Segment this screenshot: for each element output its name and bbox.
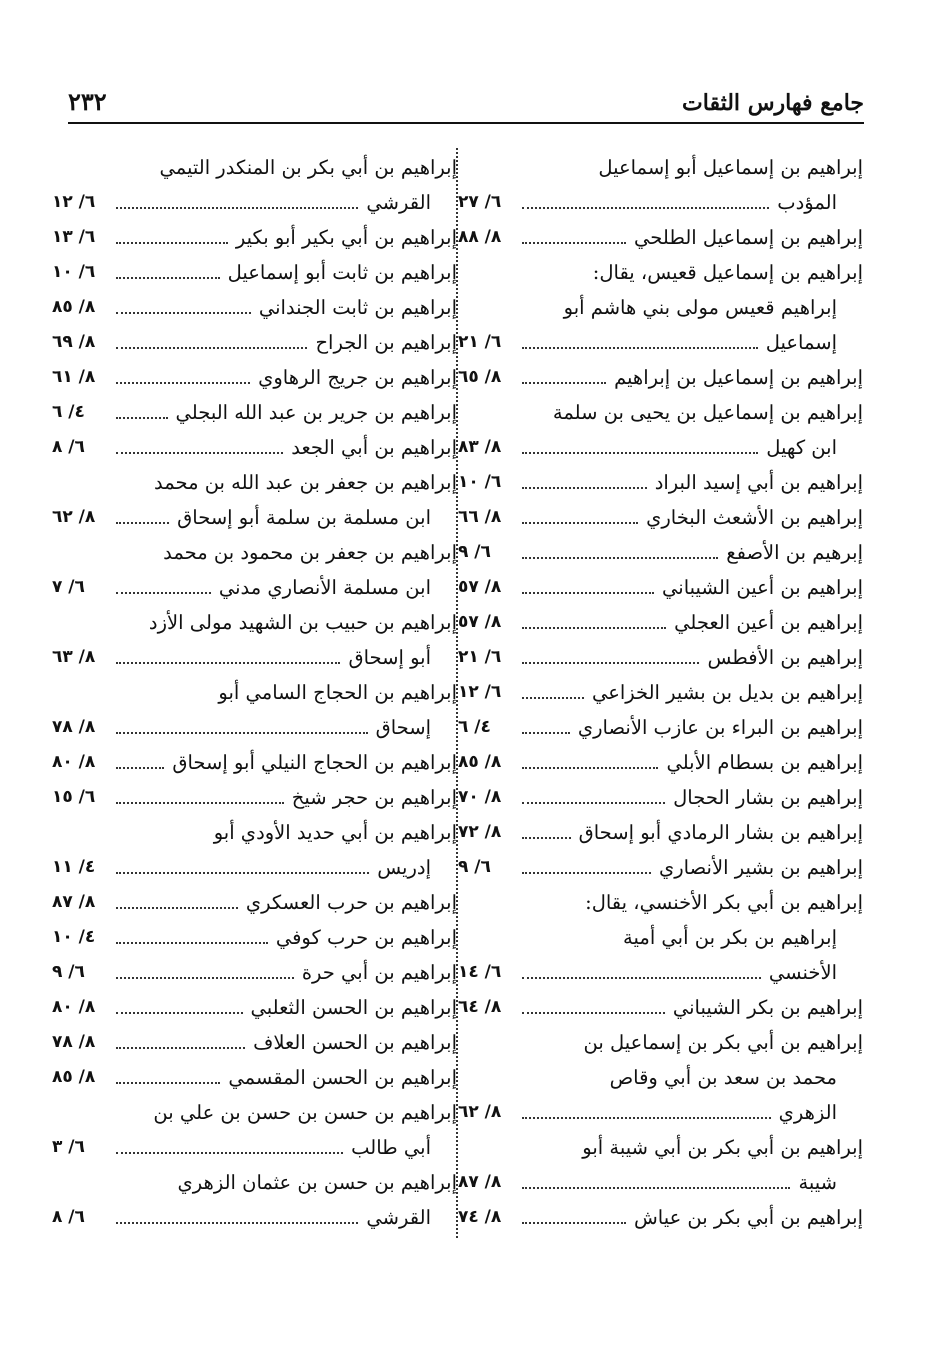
entry-name: إبراهيم بن أبي الجعد [291, 436, 457, 459]
volume-page-ref: ٦/ ١٢ [52, 192, 96, 212]
leader-dots [522, 732, 570, 734]
entry-name: إبراهيم بن بشار الرمادي أبو إسحاق [578, 821, 863, 844]
entry-name: إبراهيم بن الأفطس [707, 646, 863, 669]
volume-page-ref: ٨/ ٨٧ [458, 1172, 502, 1192]
entry-line [52, 605, 457, 640]
index-entry [52, 955, 457, 990]
entry-line [52, 990, 457, 1025]
entry-line [458, 815, 863, 850]
entry-name: إبراهيم بن جرير بن عبد الله البجلي [175, 401, 457, 424]
entry-name: إبراهيم بن أبي بكر الأخنسي، يقال: [585, 891, 863, 914]
index-entry [458, 1130, 863, 1200]
entry-name: شيبة [798, 1171, 837, 1194]
index-entry [52, 535, 457, 605]
entry-name: إبراهيم بن الحسن العلاف [253, 1031, 457, 1054]
entry-name: إبراهيم بن ثابت الجنداني [258, 296, 457, 319]
index-entry [52, 395, 457, 430]
index-entry [458, 220, 863, 255]
leader-dots [522, 627, 666, 629]
running-title: جامع فهارس الثقات [682, 90, 864, 116]
entry-line [458, 290, 863, 325]
entry-name: إبراهيم بن إسماعيل قعيس، يقال: [592, 261, 863, 284]
entry-line [458, 605, 863, 640]
volume-page-ref: ٨/ ٨٠ [52, 997, 96, 1017]
index-entry [52, 605, 457, 675]
volume-page-ref: ٦/ ٨ [52, 1207, 85, 1227]
entry-name: إبراهيم بن بكر الشيباني [672, 996, 863, 1019]
entry-name: إبرهيم بن الأصفع [726, 541, 863, 564]
leader-dots [522, 592, 654, 594]
entry-line [458, 885, 863, 920]
index-entry [458, 500, 863, 535]
leader-dots [522, 662, 699, 664]
leader-dots [116, 382, 250, 384]
leader-dots [116, 312, 251, 314]
entry-name: إبراهيم بن إسماعيل أبو إسماعيل [598, 156, 863, 179]
leader-dots [522, 1012, 665, 1014]
entry-line [52, 465, 457, 500]
entry-name: القرشي [366, 191, 431, 214]
entry-line [52, 290, 457, 325]
entry-name: إبراهيم بن جريج الرهاوي [258, 366, 457, 389]
entry-line [458, 955, 863, 990]
leader-dots [116, 592, 211, 594]
entry-name: إبراهيم بن أعين العجلي [674, 611, 863, 634]
volume-page-ref: ٨/ ٧٤ [458, 1207, 502, 1227]
index-entry [52, 1060, 457, 1095]
leader-dots [522, 452, 758, 454]
entry-name: إسماعيل [765, 331, 837, 354]
volume-page-ref: ٨/ ٨٧ [52, 892, 96, 912]
entry-line [458, 640, 863, 675]
entry-name: إبراهيم بن أبي حديد الأودي أبو [213, 821, 457, 844]
index-entry [52, 220, 457, 255]
leader-dots [116, 417, 168, 419]
entry-name: إبراهيم بن إسماعيل بن إبراهيم [614, 366, 863, 389]
index-column-right [458, 150, 863, 1235]
entry-line [458, 675, 863, 710]
index-entry [52, 290, 457, 325]
entry-name: إبراهيم بن الحسن المقسمي [228, 1066, 457, 1089]
entry-name: إبراهيم بن الحجاج السامي أبو [218, 681, 457, 704]
entry-line [458, 920, 863, 955]
entry-line [458, 255, 863, 290]
volume-page-ref: ٤/ ١١ [52, 857, 96, 877]
entry-line [52, 675, 457, 710]
entry-line [52, 430, 457, 465]
index-entry [52, 675, 457, 745]
leader-dots [522, 872, 651, 874]
page-number: ٢٣٢ [68, 87, 107, 116]
volume-page-ref: ٨/ ٨٠ [52, 752, 96, 772]
entry-name: إبراهيم بن أبي حرة [301, 961, 457, 984]
entry-name: أبي طالب [351, 1136, 431, 1159]
index-entry [458, 465, 863, 500]
index-entry [458, 780, 863, 815]
entry-name: ابن كهيل [766, 436, 837, 459]
entry-line [52, 360, 457, 395]
index-entry [52, 360, 457, 395]
entry-line [458, 150, 863, 185]
index-entry [52, 780, 457, 815]
volume-page-ref: ٨/ ٧٨ [52, 717, 96, 737]
leader-dots [522, 697, 584, 699]
entry-line [458, 850, 863, 885]
leader-dots [116, 977, 294, 979]
entry-name: إبراهيم بن حرب العسكري [245, 891, 457, 914]
volume-page-ref: ٨/ ٨٨ [458, 227, 502, 247]
entry-name: إسحاق [375, 716, 431, 739]
entry-name: إبراهيم بن أبي بكير أبو بكير [235, 226, 457, 249]
leader-dots [522, 802, 665, 804]
leader-dots [116, 907, 238, 909]
leader-dots [116, 872, 369, 874]
entry-line [458, 430, 863, 465]
leader-dots [116, 347, 307, 349]
volume-page-ref: ٦/ ١٢ [458, 682, 502, 702]
index-entry [52, 885, 457, 920]
entry-line [458, 1095, 863, 1130]
index-entry [458, 1025, 863, 1130]
entry-line [458, 1060, 863, 1095]
leader-dots [116, 1047, 245, 1049]
volume-page-ref: ٤/ ١٠ [52, 927, 96, 947]
leader-dots [116, 802, 284, 804]
entry-line [458, 1025, 863, 1060]
entry-line [52, 1025, 457, 1060]
index-entry [52, 815, 457, 885]
entry-line [52, 325, 457, 360]
entry-line [52, 920, 457, 955]
volume-page-ref: ٦/ ٢١ [458, 647, 502, 667]
index-entry [458, 745, 863, 780]
entry-line [458, 570, 863, 605]
volume-page-ref: ٨/ ٨٥ [458, 752, 502, 772]
entry-line [52, 395, 457, 430]
entry-line [458, 990, 863, 1025]
entry-name: إبراهيم بن الأشعث البخاري [646, 506, 863, 529]
entry-line [458, 500, 863, 535]
entry-name: إبراهيم بن ثابت أبو إسماعيل [227, 261, 457, 284]
index-entry [458, 815, 863, 850]
entry-line [458, 360, 863, 395]
leader-dots [116, 732, 368, 734]
index-entry [458, 990, 863, 1025]
volume-page-ref: ٨/ ٦٤ [458, 997, 502, 1017]
leader-dots [522, 977, 761, 979]
leader-dots [116, 1222, 358, 1224]
entry-line [52, 1095, 457, 1130]
entry-name: إدريس [377, 856, 431, 879]
leader-dots [522, 1222, 626, 1224]
entry-line [52, 745, 457, 780]
volume-page-ref: ٨/ ٦٣ [52, 647, 96, 667]
entry-line [458, 535, 863, 570]
entry-line [458, 780, 863, 815]
entry-line [52, 815, 457, 850]
entry-name: محمد بن سعد بن أبي وقاص [609, 1066, 837, 1089]
entry-line [52, 780, 457, 815]
entry-line [52, 955, 457, 990]
index-entry [52, 920, 457, 955]
entry-name: إبراهيم بن حبيب بن الشهيد مولى الأزد [148, 611, 457, 634]
entry-name: إبراهيم بن حرب كوفي [275, 926, 457, 949]
entry-name: إبراهيم بن حسن بن حسن بن علي بن [153, 1101, 457, 1124]
leader-dots [116, 242, 228, 244]
index-entry [52, 150, 457, 220]
volume-page-ref: ٨/ ٦٦ [458, 507, 502, 527]
page-header [68, 82, 864, 124]
index-entry [458, 535, 863, 570]
entry-name: إبراهيم بن إسماعيل الطلحي [634, 226, 863, 249]
leader-dots [522, 557, 718, 559]
volume-page-ref: ٦/ ٨ [52, 437, 85, 457]
index-entry [458, 640, 863, 675]
volume-page-ref: ٦/ ٢٧ [458, 192, 502, 212]
entry-name: إبراهيم بن جعفر بن محمود بن محمد [163, 541, 457, 564]
volume-page-ref: ٨/ ٧٠ [458, 787, 502, 807]
entry-line [458, 465, 863, 500]
leader-dots [116, 452, 283, 454]
entry-name: إبراهيم بن البراء بن عازب الأنصاري [577, 716, 863, 739]
leader-dots [116, 277, 220, 279]
index-entry [458, 255, 863, 360]
volume-page-ref: ٦/ ٩ [458, 857, 491, 877]
entry-name: إبراهيم بن بشير الأنصاري [659, 856, 863, 879]
index-entry [458, 570, 863, 605]
volume-page-ref: ٨/ ٥٧ [458, 577, 502, 597]
leader-dots [116, 662, 340, 664]
index-entry [52, 255, 457, 290]
entry-line [458, 185, 863, 220]
leader-dots [116, 942, 268, 944]
entry-line [52, 220, 457, 255]
leader-dots [522, 837, 571, 839]
entry-name: إبراهيم بن أبي بكر بن عياش [633, 1206, 863, 1229]
volume-page-ref: ٦/ ٣ [52, 1137, 85, 1157]
entry-name: إبراهيم بن الحسن الثعلبي [250, 996, 457, 1019]
leader-dots [116, 207, 358, 209]
entry-name: إبراهيم بن أبي بكر بن أبي شيبة أبو [582, 1136, 863, 1159]
index-entry [458, 395, 863, 465]
index-entry [458, 605, 863, 640]
entry-line [52, 1165, 457, 1200]
entry-name: إبراهيم بن أبي إسيد البراد [654, 471, 863, 494]
entry-line [52, 535, 457, 570]
index-column-left [52, 150, 457, 1235]
volume-page-ref: ٨/ ٦٢ [52, 507, 96, 527]
volume-page-ref: ٤/ ٦ [52, 402, 85, 422]
leader-dots [522, 1117, 771, 1119]
entry-line [458, 220, 863, 255]
leader-dots [522, 487, 647, 489]
index-entry [52, 1165, 457, 1235]
entry-line [458, 325, 863, 360]
entry-line [52, 850, 457, 885]
entry-line [52, 150, 457, 185]
entry-name: الأخنسي [768, 961, 837, 984]
entry-line [52, 710, 457, 745]
entry-name: إبراهيم بن بكر بن أبي أمية [623, 926, 837, 949]
index-entry [52, 430, 457, 465]
index-entry [52, 465, 457, 535]
volume-page-ref: ٦/ ١٥ [52, 787, 96, 807]
leader-dots [116, 1082, 220, 1084]
entry-line [52, 640, 457, 675]
volume-page-ref: ٨/ ٦٥ [458, 367, 502, 387]
volume-page-ref: ٦/ ١٣ [52, 227, 96, 247]
entry-name: إبراهيم بن إسماعيل بن يحيى بن سلمة [552, 401, 863, 424]
entry-name: المؤدب [777, 191, 837, 214]
entry-line [52, 885, 457, 920]
entry-line [52, 1200, 457, 1235]
entry-line [52, 1060, 457, 1095]
entry-name: إبراهيم بن حجر شيخ [291, 786, 457, 809]
index-entry [458, 675, 863, 710]
leader-dots [522, 207, 769, 209]
entry-line [458, 1165, 863, 1200]
entry-line [52, 185, 457, 220]
index-entry [52, 1025, 457, 1060]
index-entry [52, 325, 457, 360]
entry-name: ابن مسلمة الأنصاري مدني [218, 576, 431, 599]
entry-name: إبراهيم بن جعفر بن عبد الله بن محمد [153, 471, 457, 494]
volume-page-ref: ٤/ ٦ [458, 717, 491, 737]
volume-page-ref: ٨/ ٥٧ [458, 612, 502, 632]
leader-dots [522, 382, 606, 384]
leader-dots [522, 1187, 790, 1189]
volume-page-ref: ٨/ ٦٩ [52, 332, 96, 352]
index-entry [458, 850, 863, 885]
entry-name: إبراهيم بن بشار الحجال [673, 786, 863, 809]
entry-name: إبراهيم بن حسن بن عثمان الزهري [177, 1171, 457, 1194]
index-entry [52, 1095, 457, 1165]
volume-page-ref: ٨/ ٧٢ [458, 822, 502, 842]
leader-dots [522, 767, 658, 769]
entry-name: الزهري [778, 1101, 837, 1124]
index-entry [52, 745, 457, 780]
entry-name: إبراهيم بن أبي بكر بن إسماعيل بن [583, 1031, 863, 1054]
volume-page-ref: ٦/ ٩ [458, 542, 491, 562]
volume-page-ref: ٨/ ٦٢ [458, 1102, 502, 1122]
leader-dots [522, 242, 626, 244]
entry-name: إبراهيم بن أعين الشيباني [662, 576, 863, 599]
volume-page-ref: ٨/ ٦١ [52, 367, 96, 387]
volume-page-ref: ٨/ ٨٥ [52, 1067, 96, 1087]
leader-dots [522, 347, 758, 349]
entry-line [458, 1200, 863, 1235]
entry-name: أبو إسحاق [348, 646, 431, 669]
index-entry [458, 360, 863, 395]
entry-line [458, 745, 863, 780]
leader-dots [116, 767, 164, 769]
leader-dots [116, 1152, 343, 1154]
entry-line [52, 570, 457, 605]
volume-page-ref: ٦/ ٩ [52, 962, 85, 982]
entry-name: إبراهيم بن الحجاج النيلي أبو إسحاق [172, 751, 457, 774]
entry-name: إبراهيم بن بسطام الأبلي [666, 751, 863, 774]
leader-dots [522, 522, 638, 524]
volume-page-ref: ٦/ ٢١ [458, 332, 502, 352]
volume-page-ref: ٦/ ١٤ [458, 962, 502, 982]
entry-name: القرشي [366, 1206, 431, 1229]
entry-line [52, 1130, 457, 1165]
index-entry [458, 1200, 863, 1235]
volume-page-ref: ٦/ ١٠ [52, 262, 96, 282]
entry-name: إبراهيم بن بديل بن بشير الخزاعي [591, 681, 863, 704]
entry-line [458, 710, 863, 745]
leader-dots [116, 1012, 243, 1014]
leader-dots [116, 522, 169, 524]
index-entry [458, 150, 863, 220]
entry-name: إبراهيم قعيس مولى بني هاشم أبو [563, 296, 837, 319]
index-entry [458, 710, 863, 745]
volume-page-ref: ٨/ ٧٨ [52, 1032, 96, 1052]
entry-name: إبراهيم بن الجراح [315, 331, 457, 354]
entry-line [52, 500, 457, 535]
volume-page-ref: ٨/ ٨٥ [52, 297, 96, 317]
index-entry [52, 990, 457, 1025]
index-entry [458, 885, 863, 990]
volume-page-ref: ٨/ ٨٣ [458, 437, 502, 457]
entry-name: ابن مسلمة بن سلمة أبو إسحاق [177, 506, 431, 529]
volume-page-ref: ٦/ ١٠ [458, 472, 502, 492]
entry-name: إبراهيم بن أبي بكر بن المنكدر التيمي [159, 156, 457, 179]
entry-line [458, 395, 863, 430]
entry-line [52, 255, 457, 290]
entry-line [458, 1130, 863, 1165]
volume-page-ref: ٦/ ٧ [52, 577, 85, 597]
